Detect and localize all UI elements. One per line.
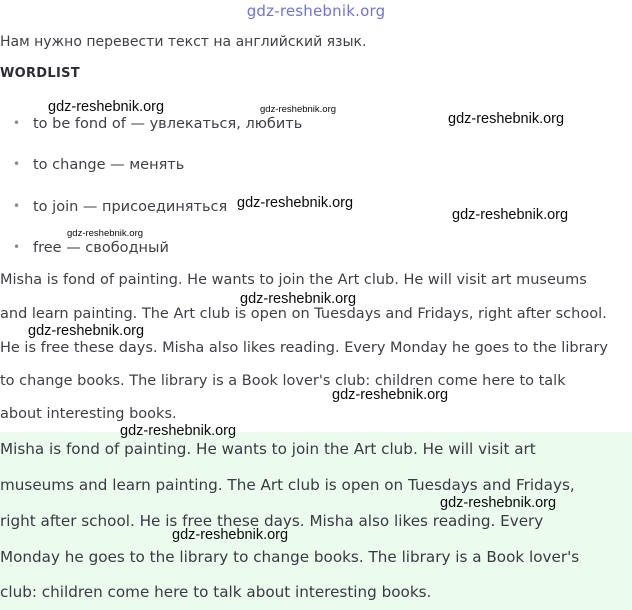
paragraph-line: about interesting books.: [0, 406, 177, 422]
answer-line: Monday he goes to the library to change books. The library is a Book lover's: [0, 548, 580, 566]
bullet-icon: •: [13, 240, 21, 254]
paragraph-line: He is free these days. Misha also likes reading. Every Monday he goes to the library: [0, 340, 608, 356]
watermark: gdz-reshebnik.org: [67, 228, 144, 239]
answer-line: museums and learn painting. The Art club is open on Tuesdays and Fridays,: [0, 476, 575, 494]
wordlist-title: WORDLIST: [0, 66, 80, 81]
answer-box: [0, 432, 632, 610]
top-watermark: gdz-reshebnik.org: [246, 2, 386, 20]
watermark: gdz-reshebnik.org: [48, 99, 165, 115]
watermark: gdz-reshebnik.org: [172, 527, 289, 543]
wordlist-item: [14, 157, 184, 173]
watermark: gdz-reshebnik.org: [120, 423, 237, 439]
watermark: gdz-reshebnik.org: [260, 104, 337, 115]
watermark: gdz-reshebnik.org: [28, 323, 145, 339]
watermark: gdz-reshebnik.org: [332, 387, 449, 403]
answer-line: club: children come here to talk about interesting books.: [0, 583, 432, 601]
wordlist-item-text: to change — менять: [33, 157, 185, 173]
answer-line: Misha is fond of painting. He wants to join the Art club. He will visit art: [0, 440, 536, 458]
answer-line: right after school. He is free these days. Misha also likes reading. Every: [0, 512, 544, 530]
wordlist-item: [14, 116, 302, 132]
wordlist-item: [14, 240, 169, 256]
bullet-icon: •: [13, 116, 21, 130]
wordlist-item-text: to be fond of — увлекаться, любить: [33, 116, 303, 132]
wordlist-item: [14, 199, 227, 215]
bullet-icon: •: [13, 157, 21, 171]
watermark: gdz-reshebnik.org: [448, 111, 565, 127]
bullet-icon: •: [13, 199, 21, 213]
watermark: gdz-reshebnik.org: [240, 291, 357, 307]
paragraph-line: to change books. The library is a Book lover's club: children come here to talk: [0, 373, 566, 389]
watermark: gdz-reshebnik.org: [452, 207, 569, 223]
intro-text: Нам нужно перевести текст на английский язык.: [0, 34, 367, 50]
watermark: gdz-reshebnik.org: [440, 495, 557, 511]
wordlist-item-text: to join — присоединяться: [33, 199, 228, 215]
watermark: gdz-reshebnik.org: [237, 195, 354, 211]
wordlist-item-text: free — свободный: [33, 240, 169, 256]
paragraph-line: Misha is fond of painting. He wants to join the Art club. He will visit art museums: [0, 272, 587, 288]
paragraph-line: and learn painting. The Art club is open on Tuesdays and Fridays, right after school.: [0, 306, 607, 322]
